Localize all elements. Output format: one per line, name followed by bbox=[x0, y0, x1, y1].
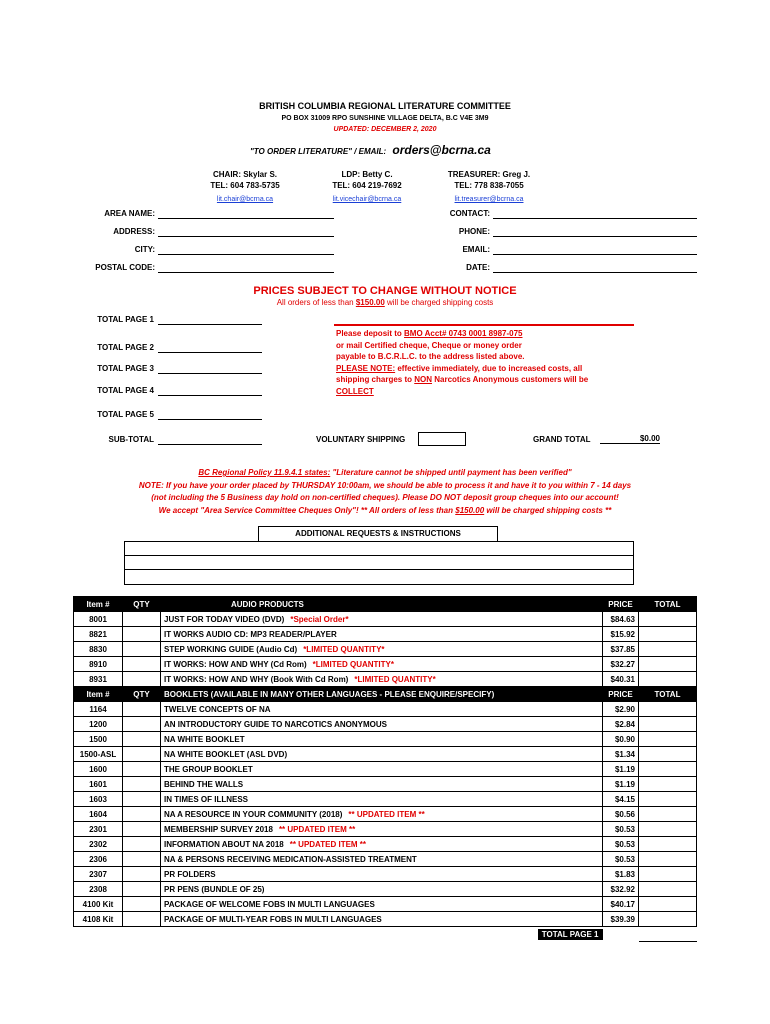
product-name: NA WHITE BOOKLET (ASL DVD) bbox=[164, 749, 288, 759]
contact-tel: TEL: 778 838-7055 bbox=[454, 181, 524, 190]
subtotal-field[interactable] bbox=[158, 444, 262, 445]
item-number: 1603 bbox=[74, 792, 123, 807]
product-description bbox=[161, 762, 603, 777]
item-number: 8830 bbox=[74, 642, 123, 657]
policy-line-4 bbox=[0, 505, 770, 518]
please-note-text: effective immediately, due to increased costs, all bbox=[395, 363, 583, 373]
product-note: *Special Order* bbox=[290, 614, 349, 624]
product-row bbox=[74, 807, 697, 822]
product-description bbox=[161, 777, 603, 792]
qty-cell[interactable] bbox=[123, 867, 161, 882]
total-cell[interactable] bbox=[639, 912, 697, 927]
item-number: 8931 bbox=[74, 672, 123, 687]
total-page-5-field[interactable] bbox=[158, 419, 262, 420]
policy-line-3: (not including the 5 Business day hold on non-certified cheques). Please DO NOT deposit group cheques into our account! bbox=[151, 493, 619, 502]
product-note: *LIMITED QUANTITY* bbox=[303, 644, 385, 654]
product-name: NA WHITE BOOKLET bbox=[164, 734, 245, 744]
qty-cell[interactable] bbox=[123, 837, 161, 852]
product-note: ** UPDATED ITEM ** bbox=[348, 809, 425, 819]
item-number: 8821 bbox=[74, 627, 123, 642]
product-row bbox=[74, 882, 697, 897]
deposit-line-3: payable to B.C.R.L.C. to the address listed above. bbox=[336, 352, 525, 361]
contact-chair bbox=[190, 169, 300, 205]
product-name: PR PENS (BUNDLE OF 25) bbox=[164, 884, 265, 894]
contact-tel: TEL: 604 783-5735 bbox=[210, 181, 280, 190]
product-name: IT WORKS: HOW AND WHY (Book With Cd Rom) bbox=[164, 674, 349, 684]
policy-line-4-amount: $150.00 bbox=[455, 505, 485, 515]
voluntary-shipping-field[interactable] bbox=[418, 432, 466, 446]
product-name: PACKAGE OF WELCOME FOBS IN MULTI LANGUAGES bbox=[164, 899, 375, 909]
qty-cell[interactable] bbox=[123, 792, 161, 807]
total-cell[interactable] bbox=[639, 702, 697, 717]
product-row bbox=[74, 732, 697, 747]
product-name: BEHIND THE WALLS bbox=[164, 779, 244, 789]
product-row bbox=[74, 747, 697, 762]
product-price: $0.90 bbox=[603, 732, 639, 747]
product-row bbox=[74, 837, 697, 852]
audio-products-header: AUDIO PRODUCTS bbox=[161, 597, 603, 612]
price-header: PRICE bbox=[603, 687, 639, 702]
booklets-header-row bbox=[74, 687, 697, 702]
bank-account: BMO Acct# 0743 0001 8987-075 bbox=[404, 329, 523, 338]
total-header: TOTAL bbox=[639, 597, 697, 612]
item-number: 1500-ASL bbox=[74, 747, 123, 762]
product-description bbox=[161, 702, 603, 717]
policy-line-4-post: will be charged shipping costs ** bbox=[484, 505, 612, 515]
phone-label: PHONE: bbox=[458, 227, 490, 236]
audio-header-row bbox=[74, 597, 697, 612]
product-price: $0.53 bbox=[603, 852, 639, 867]
qty-cell[interactable] bbox=[123, 717, 161, 732]
qty-cell[interactable] bbox=[123, 732, 161, 747]
voluntary-shipping-label: VOLUNTARY SHIPPING bbox=[316, 435, 406, 444]
total-header: TOTAL bbox=[639, 687, 697, 702]
item-number: 8910 bbox=[74, 657, 123, 672]
product-description bbox=[161, 897, 603, 912]
grand-total-value: $0.00 bbox=[600, 434, 660, 444]
product-note: *LIMITED QUANTITY* bbox=[354, 674, 436, 684]
total-cell[interactable] bbox=[639, 837, 697, 852]
qty-cell[interactable] bbox=[123, 852, 161, 867]
item-number: 1164 bbox=[74, 702, 123, 717]
product-row bbox=[74, 612, 697, 627]
total-page-3-field[interactable] bbox=[158, 373, 262, 374]
product-description bbox=[161, 657, 603, 672]
policy-line-4-pre: We accept "Area Service Committee Cheques Only"! ** All orders of less than bbox=[158, 505, 456, 515]
product-description bbox=[161, 732, 603, 747]
total-page-2-label: TOTAL PAGE 2 bbox=[97, 343, 154, 352]
total-cell[interactable] bbox=[639, 612, 697, 627]
policy-line-1 bbox=[0, 467, 770, 480]
product-name: MEMBERSHIP SURVEY 2018 bbox=[164, 824, 273, 834]
request-line bbox=[125, 555, 633, 556]
item-number: 1604 bbox=[74, 807, 123, 822]
item-number: 4108 Kit bbox=[74, 912, 123, 927]
price-header: PRICE bbox=[603, 597, 639, 612]
product-row bbox=[74, 852, 697, 867]
shipping-note-post: will be charged shipping costs bbox=[384, 298, 494, 307]
product-description bbox=[161, 822, 603, 837]
subtotal-label: SUB-TOTAL bbox=[108, 435, 154, 444]
qty-cell[interactable] bbox=[123, 762, 161, 777]
booklets-section bbox=[74, 687, 697, 927]
policy-reference: BC Regional Policy 11.9.4.1 states: bbox=[198, 468, 331, 477]
total-cell[interactable] bbox=[639, 657, 697, 672]
total-page-1-field[interactable] bbox=[158, 324, 262, 325]
product-note: *LIMITED QUANTITY* bbox=[312, 659, 394, 669]
total-cell[interactable] bbox=[639, 627, 697, 642]
product-row bbox=[74, 867, 697, 882]
contact-role: TREASURER: Greg J. bbox=[447, 170, 531, 179]
non-label: NON bbox=[414, 375, 433, 384]
qty-cell[interactable] bbox=[123, 897, 161, 912]
updated-date: UPDATED: DECEMBER 2, 2020 bbox=[333, 126, 437, 133]
total-page-4-field[interactable] bbox=[158, 395, 262, 396]
product-name: JUST FOR TODAY VIDEO (DVD) bbox=[164, 614, 285, 624]
contact-email-link[interactable]: lit.vicechair@bcrna.ca bbox=[332, 196, 402, 203]
area-name-field[interactable] bbox=[158, 218, 334, 219]
org-address: PO BOX 31009 RPO SUNSHINE VILLAGE DELTA, B.C V4E 3M9 bbox=[281, 115, 489, 122]
product-price: $15.92 bbox=[603, 627, 639, 642]
total-cell[interactable] bbox=[639, 732, 697, 747]
product-description bbox=[161, 852, 603, 867]
product-price: $1.19 bbox=[603, 777, 639, 792]
product-price: $32.92 bbox=[603, 882, 639, 897]
product-description bbox=[161, 627, 603, 642]
product-price: $4.15 bbox=[603, 792, 639, 807]
qty-cell[interactable] bbox=[123, 702, 161, 717]
audio-section bbox=[74, 597, 697, 687]
product-name: NA A RESOURCE IN YOUR COMMUNITY (2018) bbox=[164, 809, 343, 819]
product-description bbox=[161, 612, 603, 627]
item-number: 2307 bbox=[74, 867, 123, 882]
qty-cell[interactable] bbox=[123, 657, 161, 672]
item-number: 8001 bbox=[74, 612, 123, 627]
product-row bbox=[74, 702, 697, 717]
qty-header: QTY bbox=[123, 687, 161, 702]
product-description bbox=[161, 912, 603, 927]
total-page-1-footer-field[interactable] bbox=[639, 927, 697, 942]
email-field[interactable] bbox=[493, 254, 697, 255]
item-header: Item # bbox=[74, 687, 123, 702]
product-description bbox=[161, 807, 603, 822]
qty-cell[interactable] bbox=[123, 912, 161, 927]
additional-requests-box[interactable] bbox=[124, 541, 634, 585]
order-email[interactable]: orders@bcrna.ca bbox=[392, 143, 491, 157]
qty-cell[interactable] bbox=[123, 672, 161, 687]
item-number: 2308 bbox=[74, 882, 123, 897]
product-description bbox=[161, 717, 603, 732]
total-page-4-label: TOTAL PAGE 4 bbox=[97, 386, 154, 395]
phone-field[interactable] bbox=[493, 236, 697, 237]
product-price: $2.84 bbox=[603, 717, 639, 732]
total-cell[interactable] bbox=[639, 807, 697, 822]
policy-line-2: NOTE: If you have your order placed by THURSDAY 10:00am, we should be able to process it and have it to you within 7 - 14 days bbox=[138, 480, 632, 490]
product-description bbox=[161, 747, 603, 762]
deposit-note-line-2-pre: shipping charges to bbox=[336, 375, 415, 384]
deposit-note-line-2 bbox=[336, 374, 588, 386]
address-label: ADDRESS: bbox=[113, 227, 155, 236]
total-cell[interactable] bbox=[639, 882, 697, 897]
deposit-line-2: or mail Certified cheque, Cheque or money order bbox=[336, 340, 522, 350]
product-description bbox=[161, 882, 603, 897]
item-number: 4100 Kit bbox=[74, 897, 123, 912]
product-name: PR FOLDERS bbox=[164, 869, 216, 879]
product-row bbox=[74, 762, 697, 777]
contact-email-link[interactable]: lit.chair@bcrna.ca bbox=[216, 196, 274, 203]
deposit-line-1 bbox=[336, 328, 588, 340]
product-name: IN TIMES OF ILLNESS bbox=[164, 794, 249, 804]
city-label: CITY: bbox=[134, 245, 155, 254]
contact-tel: TEL: 604 219-7692 bbox=[332, 181, 402, 190]
qty-cell[interactable] bbox=[123, 747, 161, 762]
prices-heading: PRICES SUBJECT TO CHANGE WITHOUT NOTICE bbox=[253, 285, 517, 297]
product-row bbox=[74, 717, 697, 732]
deposit-note-line-2-post: Narcotics Anonymous customers will be bbox=[432, 375, 589, 384]
product-row bbox=[74, 642, 697, 657]
request-line bbox=[125, 569, 633, 570]
additional-requests-title: ADDITIONAL REQUESTS & INSTRUCTIONS bbox=[258, 526, 498, 542]
product-price: $1.34 bbox=[603, 747, 639, 762]
qty-cell[interactable] bbox=[123, 642, 161, 657]
item-number: 1200 bbox=[74, 717, 123, 732]
city-field[interactable] bbox=[158, 254, 334, 255]
product-name: IT WORKS AUDIO CD: MP3 READER/PLAYER bbox=[164, 629, 337, 639]
total-cell[interactable] bbox=[639, 777, 697, 792]
product-price: $40.17 bbox=[603, 897, 639, 912]
product-row bbox=[74, 912, 697, 927]
product-name: AN INTRODUCTORY GUIDE TO NARCOTICS ANONYMOUS bbox=[164, 719, 387, 729]
total-cell[interactable] bbox=[639, 747, 697, 762]
contact-ldp bbox=[312, 169, 422, 205]
deposit-info bbox=[336, 328, 588, 397]
item-number: 1500 bbox=[74, 732, 123, 747]
total-page-3-label: TOTAL PAGE 3 bbox=[97, 364, 154, 373]
order-line bbox=[250, 143, 491, 157]
qty-cell[interactable] bbox=[123, 807, 161, 822]
date-label: DATE: bbox=[466, 263, 490, 272]
total-page-2-field[interactable] bbox=[158, 352, 262, 353]
contact-email-link[interactable]: lit.treasurer@bcrna.ca bbox=[454, 196, 524, 203]
qty-cell[interactable] bbox=[123, 822, 161, 837]
product-note: ** UPDATED ITEM ** bbox=[289, 839, 367, 849]
product-row bbox=[74, 792, 697, 807]
item-number: 2301 bbox=[74, 822, 123, 837]
product-price: $39.39 bbox=[603, 912, 639, 927]
item-number: 1601 bbox=[74, 777, 123, 792]
product-row bbox=[74, 672, 697, 687]
product-name: STEP WORKING GUIDE (Audio Cd) bbox=[164, 644, 298, 654]
product-price: $0.53 bbox=[603, 822, 639, 837]
product-name: TWELVE CONCEPTS OF NA bbox=[164, 704, 271, 714]
item-number: 2306 bbox=[74, 852, 123, 867]
product-table bbox=[73, 596, 697, 942]
contact-label: CONTACT: bbox=[449, 209, 490, 218]
product-row bbox=[74, 627, 697, 642]
product-description bbox=[161, 672, 603, 687]
contact-role: CHAIR: Skylar S. bbox=[212, 170, 278, 179]
qty-cell[interactable] bbox=[123, 627, 161, 642]
product-name: INFORMATION ABOUT NA 2018 bbox=[164, 839, 284, 849]
total-cell[interactable] bbox=[639, 672, 697, 687]
product-price: $0.53 bbox=[603, 837, 639, 852]
total-cell[interactable] bbox=[639, 867, 697, 882]
qty-cell[interactable] bbox=[123, 882, 161, 897]
area-name-label: AREA NAME: bbox=[104, 209, 155, 218]
email-label: EMAIL: bbox=[462, 245, 490, 254]
qty-cell[interactable] bbox=[123, 777, 161, 792]
product-note: ** UPDATED ITEM ** bbox=[278, 824, 356, 834]
product-description bbox=[161, 792, 603, 807]
product-name: IT WORKS: HOW AND WHY (Cd Rom) bbox=[164, 659, 307, 669]
total-cell[interactable] bbox=[639, 717, 697, 732]
item-header: Item # bbox=[74, 597, 123, 612]
total-cell[interactable] bbox=[639, 762, 697, 777]
footer-row bbox=[74, 927, 697, 942]
product-price: $37.85 bbox=[603, 642, 639, 657]
product-row bbox=[74, 777, 697, 792]
policy-block bbox=[0, 467, 770, 517]
item-number: 2302 bbox=[74, 837, 123, 852]
qty-header: QTY bbox=[123, 597, 161, 612]
grand-total-label: GRAND TOTAL bbox=[533, 435, 591, 444]
product-price: $2.90 bbox=[603, 702, 639, 717]
product-price: $0.56 bbox=[603, 807, 639, 822]
total-cell[interactable] bbox=[639, 642, 697, 657]
total-cell[interactable] bbox=[639, 792, 697, 807]
please-note-label: PLEASE NOTE: bbox=[336, 363, 396, 373]
contact-role: LDP: Betty C. bbox=[341, 170, 393, 179]
product-price: $32.27 bbox=[603, 657, 639, 672]
postal-code-label: POSTAL CODE: bbox=[95, 263, 155, 272]
product-name: NA & PERSONS RECEIVING MEDICATION-ASSISTED TREATMENT bbox=[164, 854, 417, 864]
total-cell[interactable] bbox=[639, 897, 697, 912]
product-name: THE GROUP BOOKLET bbox=[164, 764, 253, 774]
total-page-1-footer: TOTAL PAGE 1 bbox=[538, 929, 603, 940]
total-cell[interactable] bbox=[639, 822, 697, 837]
product-description bbox=[161, 642, 603, 657]
product-price: $1.83 bbox=[603, 867, 639, 882]
contact-field[interactable] bbox=[493, 218, 697, 219]
shipping-note-pre: All orders of less than bbox=[276, 298, 356, 307]
shipping-note bbox=[0, 298, 770, 307]
product-price: $1.19 bbox=[603, 762, 639, 777]
product-name: PACKAGE OF MULTI-YEAR FOBS IN MULTI LANGUAGES bbox=[164, 914, 382, 924]
shipping-note-amount: $150.00 bbox=[355, 298, 385, 307]
org-title: BRITISH COLUMBIA REGIONAL LITERATURE COMMITTEE bbox=[259, 101, 511, 111]
product-price: $84.63 bbox=[603, 612, 639, 627]
product-row bbox=[74, 822, 697, 837]
product-row bbox=[74, 657, 697, 672]
product-description bbox=[161, 867, 603, 882]
order-label: "TO ORDER LITERATURE" / EMAIL: bbox=[250, 147, 387, 156]
deposit-divider bbox=[334, 324, 634, 326]
item-number: 1600 bbox=[74, 762, 123, 777]
product-price: $40.31 bbox=[603, 672, 639, 687]
contact-treasurer bbox=[434, 169, 544, 205]
qty-cell[interactable] bbox=[123, 612, 161, 627]
policy-quote: "Literature cannot be shipped until payment has been verified" bbox=[330, 468, 572, 477]
total-page-1-label: TOTAL PAGE 1 bbox=[97, 315, 154, 324]
date-field[interactable] bbox=[493, 272, 697, 273]
total-page-5-label: TOTAL PAGE 5 bbox=[97, 410, 154, 419]
deposit-note-line bbox=[336, 363, 588, 375]
total-cell[interactable] bbox=[639, 852, 697, 867]
deposit-line-1-pre: Please deposit to bbox=[336, 329, 405, 338]
booklets-header: BOOKLETS (AVAILABLE IN MANY OTHER LANGUAGES - PLEASE ENQUIRE/SPECIFY) bbox=[161, 687, 603, 702]
product-row bbox=[74, 897, 697, 912]
product-description bbox=[161, 837, 603, 852]
collect-label: COLLECT bbox=[336, 386, 374, 396]
address-field[interactable] bbox=[158, 236, 334, 237]
postal-code-field[interactable] bbox=[158, 272, 334, 273]
